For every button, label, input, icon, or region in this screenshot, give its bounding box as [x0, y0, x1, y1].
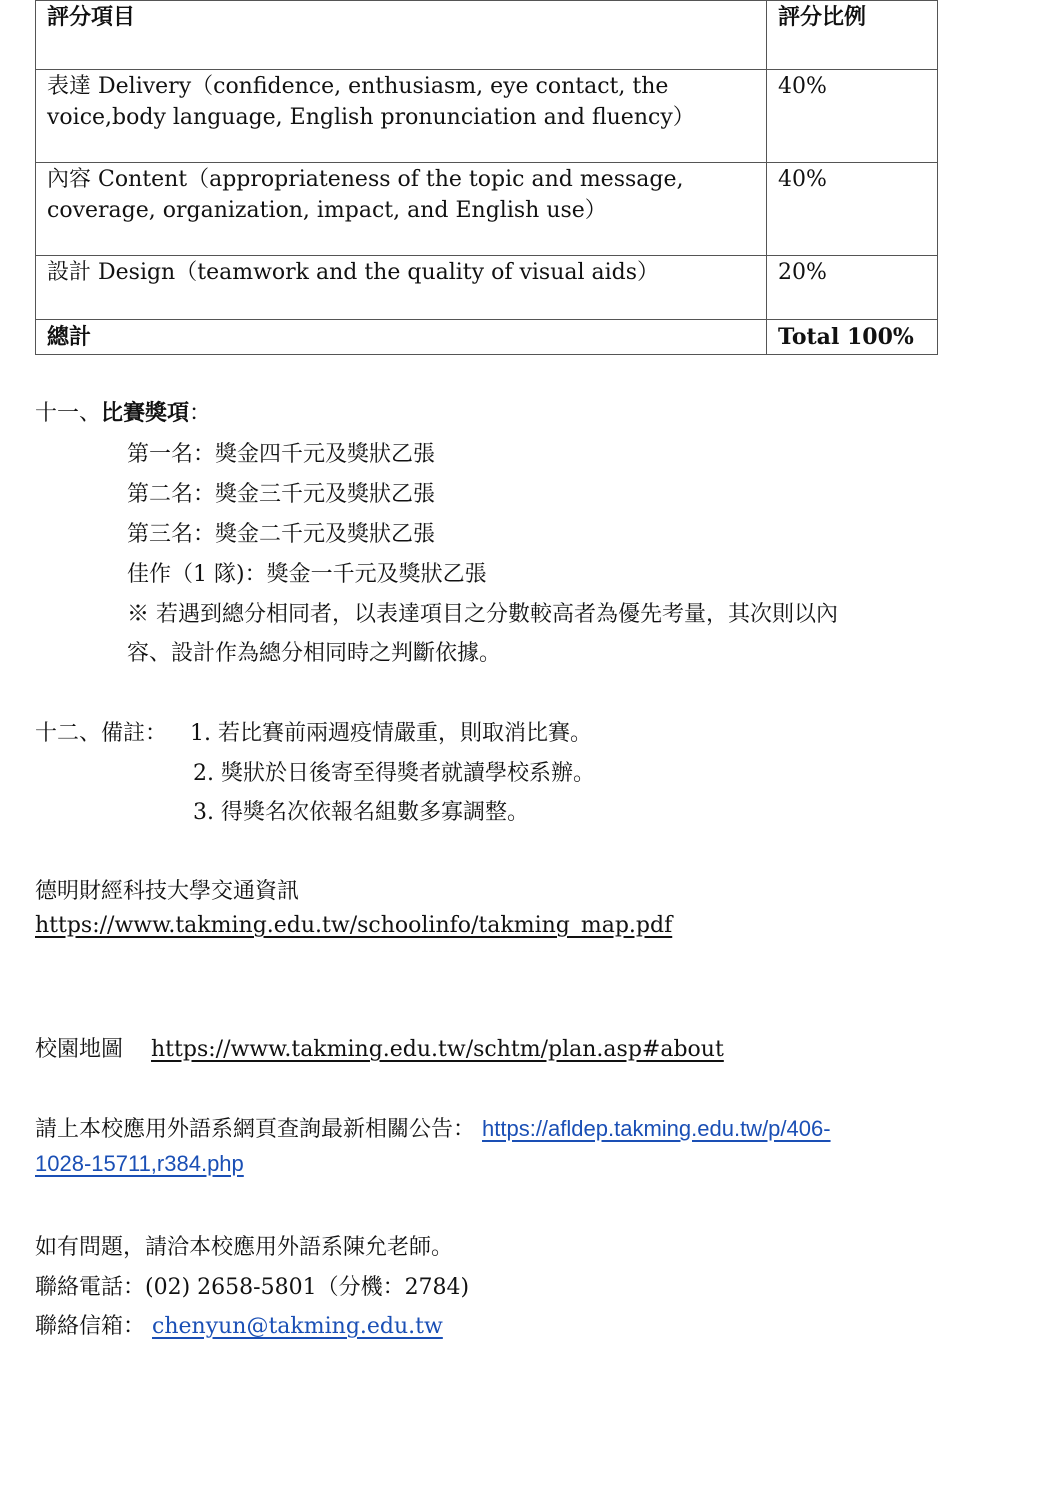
row-item: [36, 256, 767, 320]
award-item-2: 第二名：獎金三千元及獎狀乙張: [127, 482, 436, 507]
table-row: [36, 256, 938, 320]
scoring-table: [35, 0, 938, 355]
transport-link[interactable]: https://www.takming.edu.tw/schoolinfo/takming_map.pdf: [35, 913, 673, 938]
contact-email-row: [35, 1309, 443, 1340]
table-total-row: [36, 320, 938, 355]
contact-line: 如有問題，請洽本校應用外語系陳允老師。: [35, 1235, 454, 1260]
awards-heading-number: 十一、: [35, 401, 102, 426]
row-item-line: coverage, organization, impact, and English use）: [47, 198, 607, 223]
total-label: 總計: [36, 320, 767, 355]
awards-heading: [35, 396, 211, 427]
row-ratio: 40%: [767, 163, 938, 256]
contact-email-link[interactable]: chenyun@takming.edu.tw: [152, 1314, 443, 1339]
row-item-line: 內容 Content（appropriateness of the topic and message,: [47, 167, 684, 192]
remark-item-3: 3. 得獎名次依報名組數多寡調整。: [193, 800, 529, 825]
campus-map-row: [35, 1032, 724, 1063]
campus-map-link[interactable]: https://www.takming.edu.tw/schtm/plan.asp#about: [151, 1037, 724, 1062]
table-row: [36, 70, 938, 163]
transport-link-container: [35, 913, 672, 938]
dept-notice-row: [35, 1112, 831, 1143]
remark-item-1: 1. 若比賽前兩週疫情嚴重，則取消比賽。: [190, 721, 592, 746]
contact-email-label: 聯絡信箱：: [35, 1314, 146, 1339]
awards-heading-text: 比賽獎項: [101, 400, 190, 426]
award-note-line2: 容、設計作為總分相同時之判斷依據。: [127, 641, 502, 666]
award-item-honorable: 佳作（1 隊)：獎金一千元及獎狀乙張: [127, 562, 487, 587]
transport-label: 德明財經科技大學交通資訊: [35, 879, 300, 904]
award-item-1: 第一名：獎金四千元及獎狀乙張: [127, 442, 436, 467]
awards-heading-colon: ：: [189, 401, 212, 426]
dept-notice-label: 請上本校應用外語系網頁查詢最新相關公告：: [35, 1117, 476, 1142]
dept-notice-link[interactable]: https://afldep.takming.edu.tw/p/406-: [482, 1116, 831, 1141]
table-row: [36, 163, 938, 256]
award-item-3: 第三名：獎金二千元及獎狀乙張: [127, 522, 436, 547]
dept-notice-link-line2-container: [35, 1151, 244, 1177]
header-ratio: 評分比例: [767, 1, 938, 70]
row-ratio: 20%: [767, 256, 938, 320]
row-item: [36, 163, 767, 256]
award-note-line1: ※ 若遇到總分相同者，以表達項目之分數較高者為優先考量，其次則以內: [127, 602, 838, 627]
campus-map-label: 校園地圖: [35, 1037, 124, 1062]
row-item-line: 表達 Delivery（confidence, enthusiasm, eye contact, the: [47, 74, 669, 99]
row-item: [36, 70, 767, 163]
contact-phone: 聯絡電話：(02) 2658-5801（分機：2784): [35, 1275, 470, 1300]
remarks-heading: 十二、備註：: [35, 721, 168, 746]
remark-item-2: 2. 獎狀於日後寄至得獎者就讀學校系辦。: [193, 761, 595, 786]
row-ratio: 40%: [767, 70, 938, 163]
table-header-row: [36, 1, 938, 70]
row-item-line: voice,body language, English pronunciation and fluency）: [47, 105, 695, 130]
header-item: 評分項目: [36, 1, 767, 70]
row-item-line: 設計 Design（teamwork and the quality of visual aids）: [47, 260, 660, 285]
dept-notice-link-line2[interactable]: 1028-15711,r384.php: [35, 1151, 244, 1176]
total-value: Total 100%: [767, 320, 938, 355]
